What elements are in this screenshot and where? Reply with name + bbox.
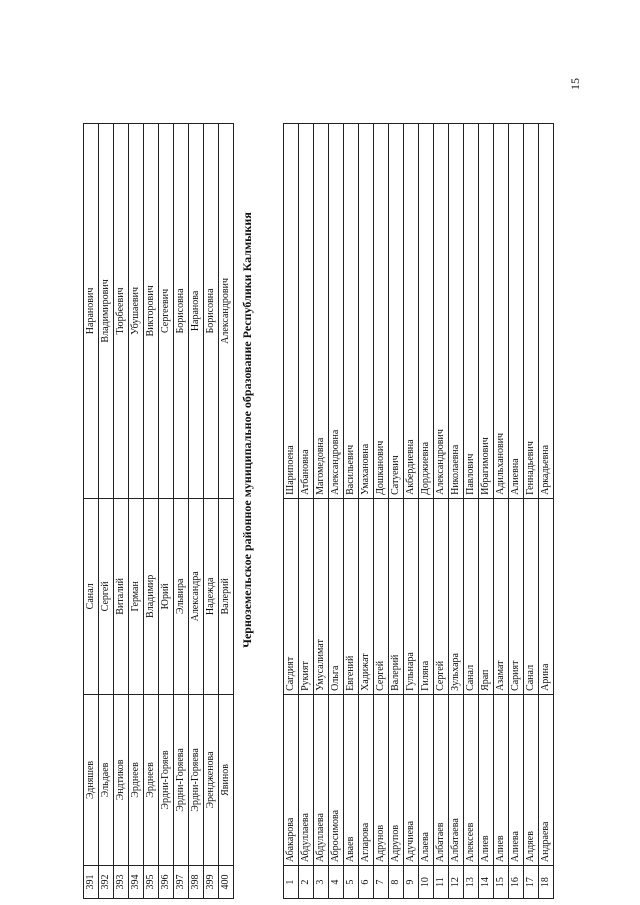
page-number: 15 — [568, 78, 582, 90]
row-first-name: Гульнара — [404, 498, 419, 694]
row-patronymic: Умахановна — [359, 124, 374, 499]
row-patronymic: Викторович — [144, 124, 159, 499]
row-last-name: Алиев — [494, 694, 509, 865]
row-first-name: Сарият — [509, 498, 524, 694]
table-row — [314, 124, 329, 899]
row-first-name: Умусалимат — [314, 498, 329, 694]
row-number: 7 — [374, 866, 389, 899]
row-last-name: Эрдни-Горяева — [189, 694, 204, 865]
row-first-name: Хадижат — [359, 498, 374, 694]
row-patronymic: Сатуевич — [389, 124, 404, 499]
row-number: 399 — [204, 866, 219, 899]
table-row — [99, 124, 114, 899]
row-number: 14 — [479, 866, 494, 899]
row-first-name: Виталий — [114, 498, 129, 694]
row-number: 12 — [449, 866, 464, 899]
table-row — [189, 124, 204, 899]
row-number: 4 — [329, 866, 344, 899]
row-first-name: Санал — [524, 498, 539, 694]
row-last-name: Андраева — [539, 694, 554, 865]
row-number: 397 — [174, 866, 189, 899]
row-first-name: Азамат — [494, 498, 509, 694]
row-first-name: Владимир — [144, 498, 159, 694]
row-first-name: Зульхара — [449, 498, 464, 694]
row-last-name: Эрдни-Горяев — [159, 694, 174, 865]
row-patronymic: Дорджиевна — [419, 124, 434, 499]
row-number: 17 — [524, 866, 539, 899]
table-new — [283, 123, 554, 899]
row-first-name: Санал — [464, 498, 479, 694]
row-number: 396 — [159, 866, 174, 899]
table-row — [299, 124, 314, 899]
table-row — [464, 124, 479, 899]
row-last-name: Агларова — [359, 694, 374, 865]
row-last-name: Алаева — [419, 694, 434, 865]
row-number: 1 — [284, 866, 299, 899]
row-patronymic: Атбановна — [299, 124, 314, 499]
row-last-name: Адучиева — [404, 694, 419, 865]
row-patronymic: Владимирович — [99, 124, 114, 499]
row-number: 391 — [84, 866, 99, 899]
row-patronymic: Борисовна — [174, 124, 189, 499]
table-row — [434, 124, 449, 899]
row-last-name: Эдняшев — [84, 694, 99, 865]
row-first-name: Эльвира — [174, 498, 189, 694]
row-first-name: Валерий — [219, 498, 234, 694]
row-number: 2 — [299, 866, 314, 899]
section-title: Черноземельское районное муниципальное образование Республики Калмыкия — [240, 212, 254, 648]
row-first-name: Юрий — [159, 498, 174, 694]
row-last-name: Алиева — [509, 694, 524, 865]
table-row — [144, 124, 159, 899]
row-first-name: Ярап — [479, 498, 494, 694]
row-first-name: Рукият — [299, 498, 314, 694]
row-last-name: Эрднеев — [129, 694, 144, 865]
row-first-name: Ольга — [329, 498, 344, 694]
row-last-name: Эрдни-Горяева — [174, 694, 189, 865]
row-patronymic: Наранова — [189, 124, 204, 499]
row-first-name: Сагдият — [284, 498, 299, 694]
row-patronymic: Акбердиевна — [404, 124, 419, 499]
table-continued — [83, 123, 234, 899]
row-number: 393 — [114, 866, 129, 899]
row-patronymic: Тюрбеевич — [114, 124, 129, 499]
row-number: 8 — [389, 866, 404, 899]
row-last-name: Эрендженова — [204, 694, 219, 865]
row-last-name: Явинов — [219, 694, 234, 865]
table-row — [509, 124, 524, 899]
table-continued-body — [84, 124, 234, 899]
row-patronymic: Александрович — [434, 124, 449, 499]
row-number: 11 — [434, 866, 449, 899]
row-first-name: Надежда — [204, 498, 219, 694]
row-first-name: Александра — [189, 498, 204, 694]
row-first-name: Сергей — [434, 498, 449, 694]
table-row — [174, 124, 189, 899]
row-patronymic: Николаевна — [449, 124, 464, 499]
table-row — [389, 124, 404, 899]
row-first-name: Санал — [84, 498, 99, 694]
row-patronymic: Сергеевич — [159, 124, 174, 499]
row-first-name: Гиляна — [419, 498, 434, 694]
row-last-name: Адрунов — [374, 694, 389, 865]
table-row — [159, 124, 174, 899]
table-row — [524, 124, 539, 899]
row-number: 3 — [314, 866, 329, 899]
table-new-body — [284, 124, 554, 899]
table-row — [204, 124, 219, 899]
row-patronymic: Адильханович — [494, 124, 509, 499]
row-number: 16 — [509, 866, 524, 899]
row-first-name: Сергей — [99, 498, 114, 694]
table-row — [84, 124, 99, 899]
row-last-name: Абдуллаева — [314, 694, 329, 865]
row-patronymic: Александрович — [219, 124, 234, 499]
row-number: 392 — [99, 866, 114, 899]
row-number: 398 — [189, 866, 204, 899]
row-last-name: Алдяев — [524, 694, 539, 865]
row-number: 6 — [359, 866, 374, 899]
table-row — [374, 124, 389, 899]
row-patronymic: Ибрагимович — [479, 124, 494, 499]
row-last-name: Албатаева — [449, 694, 464, 865]
table-row — [449, 124, 464, 899]
row-last-name: Абакарова — [284, 694, 299, 865]
row-patronymic: Убушаевич — [129, 124, 144, 499]
table-row — [494, 124, 509, 899]
row-number: 5 — [344, 866, 359, 899]
row-number: 400 — [219, 866, 234, 899]
row-patronymic: Дошканович — [374, 124, 389, 499]
row-patronymic: Васильевич — [344, 124, 359, 499]
row-patronymic: Аркадьевна — [539, 124, 554, 499]
row-number: 18 — [539, 866, 554, 899]
row-patronymic: Магомедовна — [314, 124, 329, 499]
row-first-name: Валерий — [389, 498, 404, 694]
table-row — [419, 124, 434, 899]
row-number: 13 — [464, 866, 479, 899]
row-last-name: Алиев — [479, 694, 494, 865]
row-number: 9 — [404, 866, 419, 899]
row-number: 15 — [494, 866, 509, 899]
row-first-name: Евгений — [344, 498, 359, 694]
table-row — [114, 124, 129, 899]
table-row — [344, 124, 359, 899]
row-last-name: Адрупов — [389, 694, 404, 865]
row-number: 10 — [419, 866, 434, 899]
table-row — [219, 124, 234, 899]
row-last-name: Алексеев — [464, 694, 479, 865]
row-patronymic: Александровна — [329, 124, 344, 499]
row-first-name: Герман — [129, 498, 144, 694]
row-first-name: Сергей — [374, 498, 389, 694]
row-patronymic: Наранович — [84, 124, 99, 499]
table-row — [479, 124, 494, 899]
table-row — [329, 124, 344, 899]
row-first-name: Арина — [539, 498, 554, 694]
table-row — [404, 124, 419, 899]
row-number: 395 — [144, 866, 159, 899]
row-last-name: Эндтиков — [114, 694, 129, 865]
row-last-name: Абдуллаева — [299, 694, 314, 865]
table-row — [539, 124, 554, 899]
row-patronymic: Геннадьевич — [524, 124, 539, 499]
row-patronymic: Шарипоена — [284, 124, 299, 499]
row-patronymic: Павлович — [464, 124, 479, 499]
row-last-name: Абросимова — [329, 694, 344, 865]
table-row — [129, 124, 144, 899]
table-row — [284, 124, 299, 899]
row-number: 394 — [129, 866, 144, 899]
row-last-name: Эльдаев — [99, 694, 114, 865]
row-last-name: Албатаев — [434, 694, 449, 865]
row-patronymic: Алиевна — [509, 124, 524, 499]
row-last-name: Аваев — [344, 694, 359, 865]
row-patronymic: Борисовна — [204, 124, 219, 499]
row-last-name: Эрднеев — [144, 694, 159, 865]
table-row — [359, 124, 374, 899]
